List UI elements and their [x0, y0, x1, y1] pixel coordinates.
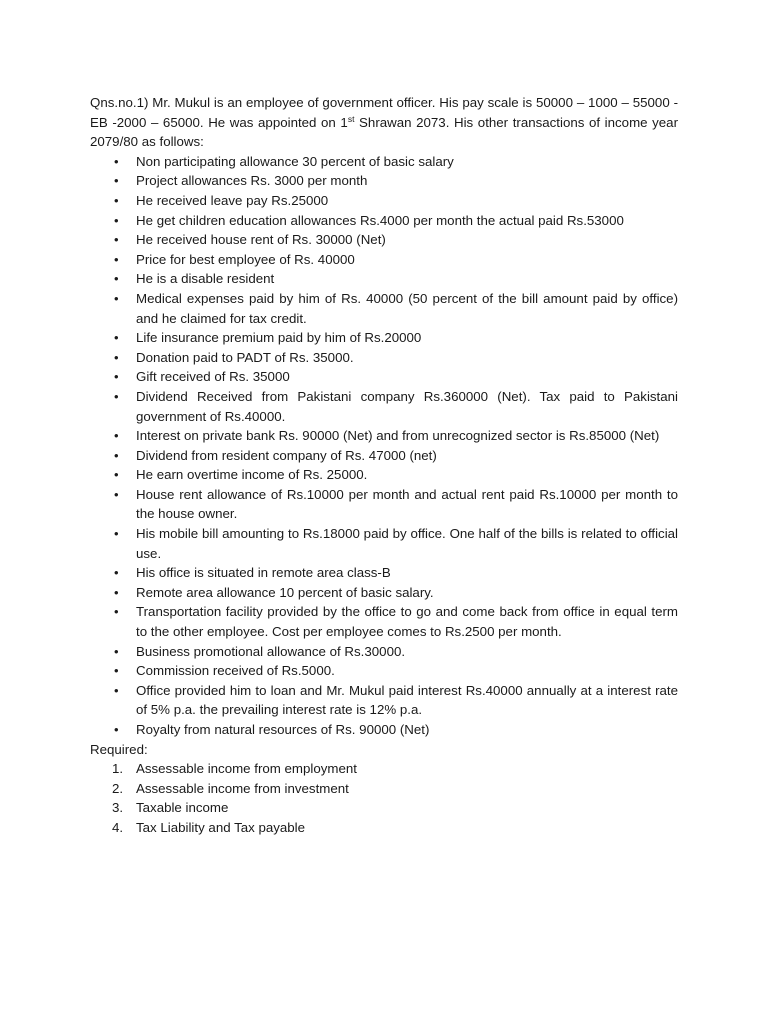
bullet-icon: • — [114, 682, 119, 698]
list-item-text: Donation paid to PADT of Rs. 35000. — [136, 349, 354, 365]
list-item — [90, 720, 678, 740]
bullet-icon: • — [114, 467, 119, 483]
list-item-text: Dividend from resident company of Rs. 47000 (net) — [136, 447, 437, 463]
required-item-number: 3. — [112, 800, 124, 816]
bullet-icon: • — [114, 232, 119, 248]
bullet-icon: • — [114, 565, 119, 581]
list-item-text: He earn overtime income of Rs. 25000. — [136, 467, 368, 483]
list-item-text: Business promotional allowance of Rs.30000. — [136, 643, 406, 659]
document-content — [90, 93, 678, 838]
list-item — [90, 387, 678, 426]
list-item — [90, 289, 678, 328]
list-item — [90, 250, 678, 270]
list-item — [90, 328, 678, 348]
list-item-text: Price for best employee of Rs. 40000 — [136, 251, 355, 267]
list-item — [90, 446, 678, 466]
required-item — [90, 798, 678, 818]
intro-text-part2: Shrawan 2073. His other transactions of income year 2079/80 as follows: — [90, 114, 678, 150]
bullet-icon: • — [114, 428, 119, 444]
ordinal-superscript: st — [347, 113, 355, 124]
list-item-text: He get children education allowances Rs.4000 per month the actual paid Rs.53000 — [136, 212, 624, 228]
bullet-icon: • — [114, 486, 119, 502]
required-item-number: 4. — [112, 819, 124, 835]
bullet-icon: • — [114, 388, 119, 404]
list-item — [90, 152, 678, 172]
list-item-text: He received leave pay Rs.25000 — [136, 192, 329, 208]
list-item-text: He is a disable resident — [136, 271, 275, 287]
list-item — [90, 602, 678, 641]
required-item — [90, 818, 678, 838]
bullet-icon: • — [114, 251, 119, 267]
list-item-text: Life insurance premium paid by him of Rs.20000 — [136, 330, 422, 346]
list-item-text: His office is situated in remote area class-B — [136, 565, 391, 581]
bullet-icon: • — [114, 349, 119, 365]
list-item-text: Project allowances Rs. 3000 per month — [136, 173, 368, 189]
list-item — [90, 681, 678, 720]
list-item — [90, 583, 678, 603]
bullet-icon: • — [114, 369, 119, 385]
list-item-text: Dividend Received from Pakistani company Rs.360000 (Net). Tax paid to Pakistani government of Rs.40000. — [136, 388, 678, 424]
list-item-text: Interest on private bank Rs. 90000 (Net) and from unrecognized sector is Rs.85000 (Net) — [136, 428, 660, 444]
list-item — [90, 426, 678, 446]
list-item — [90, 367, 678, 387]
required-item-text: Tax Liability and Tax payable — [136, 819, 306, 835]
bullet-icon: • — [114, 212, 119, 228]
bullet-icon: • — [114, 604, 119, 620]
list-item-text: Office provided him to loan and Mr. Mukul paid interest Rs.40000 annually at a interest rate of 5% p.a. the prevailing interest rate is 12% p.a. — [136, 682, 678, 718]
list-item — [90, 563, 678, 583]
required-item-text: Assessable income from employment — [136, 761, 357, 777]
list-item-text: His mobile bill amounting to Rs.18000 paid by office. One half of the bills is related to official use. — [136, 526, 678, 561]
bullet-icon: • — [114, 526, 119, 542]
list-item — [90, 211, 678, 231]
intro-text-part1: Qns.no.1) Mr. Mukul is an employee of government officer. His pay scale is 50000 – 1000 – 55000 -EB -2000 – 65000. He was appointed on 1 — [90, 95, 678, 130]
bullet-icon: • — [114, 447, 119, 463]
bullet-icon: • — [114, 153, 119, 169]
list-item-text: Medical expenses paid by him of Rs. 40000 (50 percent of the bill amount paid by office) and he claimed for tax credit. — [136, 290, 678, 326]
bullet-icon: • — [114, 330, 119, 346]
list-item — [90, 465, 678, 485]
bullet-icon: • — [114, 173, 119, 189]
required-item — [90, 759, 678, 779]
transactions-list — [90, 152, 678, 740]
required-list — [90, 759, 678, 837]
list-item-text: Transportation facility provided by the office to go and come back from office in equal term to the other employee. Cost per employee comes to Rs.2500 per month. — [136, 604, 678, 640]
list-item — [90, 191, 678, 211]
list-item-text: Non participating allowance 30 percent of basic salary — [136, 153, 454, 169]
bullet-icon: • — [114, 643, 119, 659]
list-item — [90, 524, 678, 563]
list-item-text: He received house rent of Rs. 30000 (Net) — [136, 232, 386, 248]
required-item-text: Taxable income — [136, 800, 229, 816]
bullet-icon: • — [114, 290, 119, 306]
required-item-number: 2. — [112, 780, 124, 796]
list-item-text: Remote area allowance 10 percent of basic salary. — [136, 584, 434, 600]
list-item — [90, 642, 678, 662]
list-item — [90, 661, 678, 681]
list-item-text: Commission received of Rs.5000. — [136, 663, 335, 679]
list-item-text: House rent allowance of Rs.10000 per month and actual rent paid Rs.10000 per month to the house owner. — [136, 486, 678, 522]
required-item-number: 1. — [112, 761, 124, 777]
list-item — [90, 269, 678, 289]
list-item-text: Royalty from natural resources of Rs. 90000 (Net) — [136, 722, 430, 737]
list-item-text: Gift received of Rs. 35000 — [136, 369, 290, 385]
question-intro — [90, 93, 678, 152]
required-heading: Required: — [90, 741, 148, 757]
bullet-icon: • — [114, 722, 119, 737]
required-item-text: Assessable income from investment — [136, 780, 349, 796]
list-item — [90, 230, 678, 250]
required-item — [90, 779, 678, 799]
bullet-icon: • — [114, 192, 119, 208]
bullet-icon: • — [114, 271, 119, 287]
list-item — [90, 485, 678, 524]
bullet-icon: • — [114, 584, 119, 600]
list-item — [90, 348, 678, 368]
bullet-icon: • — [114, 663, 119, 679]
list-item — [90, 171, 678, 191]
